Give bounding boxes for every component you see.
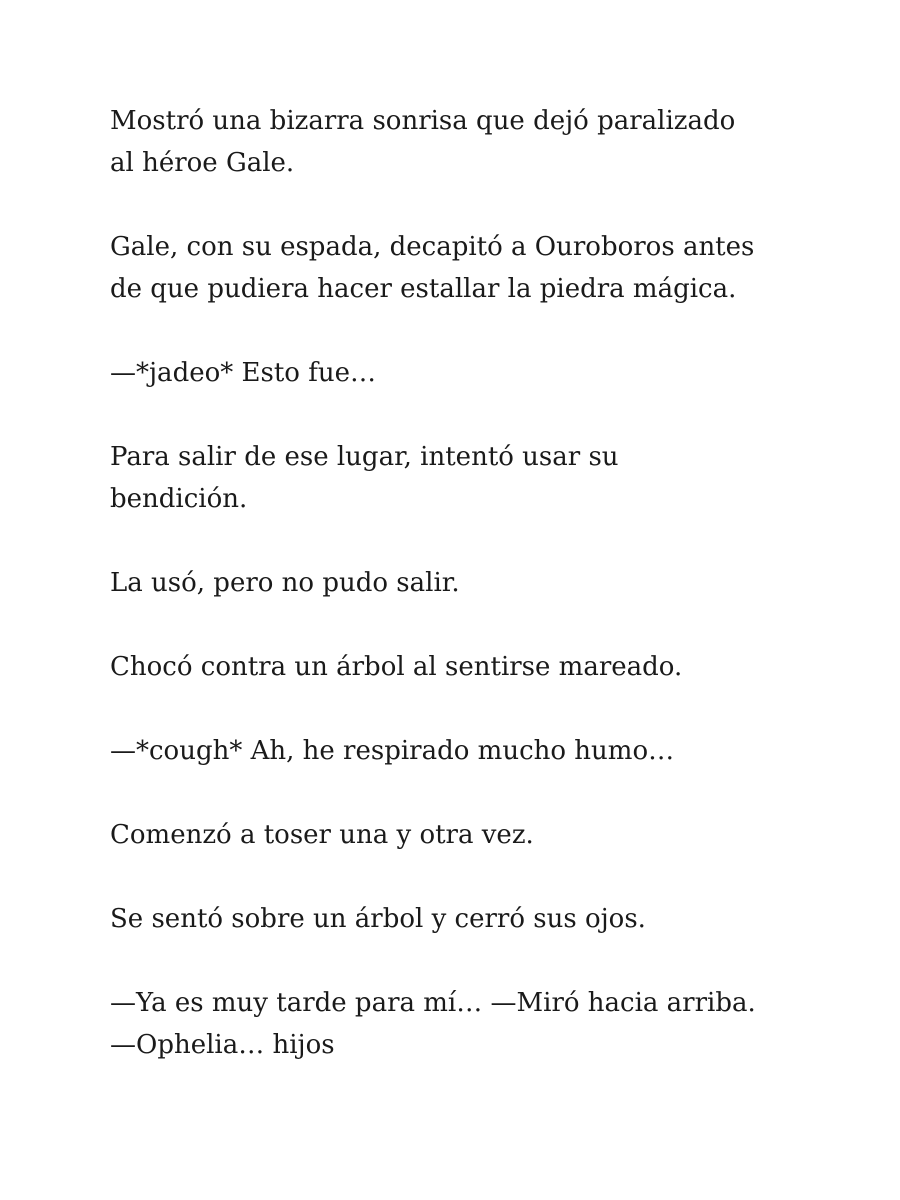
text-line: —*jadeo* Esto fue…: [110, 358, 376, 388]
text-line: —Ophelia… hijos: [110, 1030, 335, 1060]
text-line: de que pudiera hacer estallar la piedra mágica.: [110, 274, 737, 304]
text-line: Mostró una bizarra sonrisa que dejó paralizado: [110, 106, 736, 136]
text-line: bendición.: [110, 484, 248, 514]
text-line: —Ya es muy tarde para mí… —Miró hacia arriba.: [110, 988, 756, 1018]
paragraph-5: [110, 562, 810, 604]
paragraph-9: [110, 898, 810, 940]
text-line: al héroe Gale.: [110, 148, 295, 178]
text-line: Para salir de ese lugar, intentó usar su: [110, 442, 619, 472]
paragraph-3: [110, 352, 810, 394]
paragraph-6: [110, 646, 810, 688]
paragraph-1: [110, 100, 810, 184]
text-line: Gale, con su espada, decapitó a Ouroboros antes: [110, 232, 755, 262]
text-line: —*cough* Ah, he respirado mucho humo…: [110, 736, 675, 766]
text-line: Se sentó sobre un árbol y cerró sus ojos.: [110, 904, 646, 934]
paragraph-4: [110, 436, 810, 520]
document-page: [110, 100, 810, 1108]
text-line: Comenzó a toser una y otra vez.: [110, 820, 534, 850]
paragraph-7: [110, 730, 810, 772]
text-line: Chocó contra un árbol al sentirse mareado.: [110, 652, 683, 682]
paragraph-8: [110, 814, 810, 856]
paragraph-2: [110, 226, 810, 310]
text-line: La usó, pero no pudo salir.: [110, 568, 460, 598]
paragraph-10: [110, 982, 810, 1066]
